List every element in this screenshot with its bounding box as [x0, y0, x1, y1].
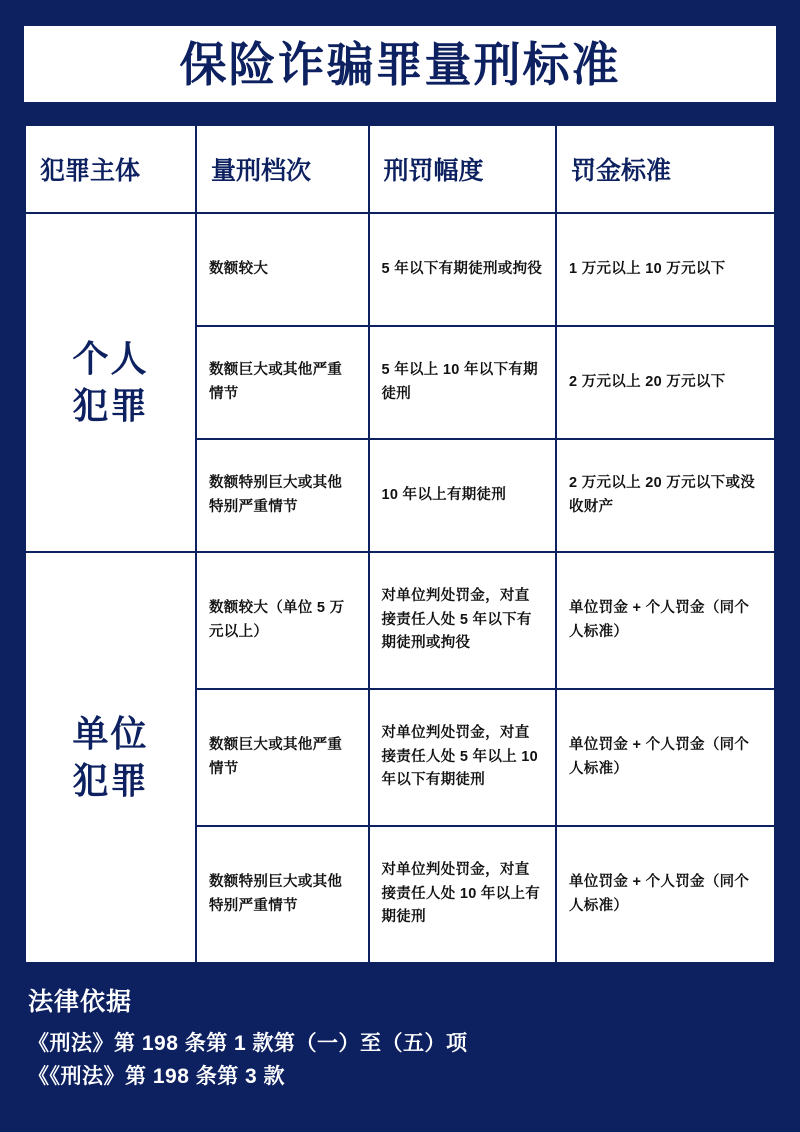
sentencing-standards-table [24, 124, 776, 964]
table-header [25, 125, 775, 213]
range-cell: 10 年以上有期徒刑 [369, 439, 557, 552]
poster-title-bar [24, 26, 776, 102]
subject-label-line1: 个人 [72, 338, 149, 380]
subject-label-line1: 单位 [72, 713, 149, 755]
table-row [25, 213, 775, 326]
legal-basis-line: 《刑法》第 198 条第 1 款第（一）至（五）项 [28, 1032, 468, 1055]
range-cell: 对单位判处罚金，对直接责任人处 10 年以上有期徒刑 [369, 826, 557, 963]
tier-cell: 数额较大 [196, 213, 369, 326]
table-header-row [25, 125, 775, 213]
column-header-subject: 犯罪主体 [25, 125, 196, 213]
tier-cell: 数额特别巨大或其他特别严重情节 [196, 826, 369, 963]
fine-cell: 单位罚金 + 个人罚金（同个人标准） [556, 826, 775, 963]
fine-cell: 单位罚金 + 个人罚金（同个人标准） [556, 552, 775, 689]
page-title: 保险诈骗罪量刑标准 [179, 37, 621, 91]
subject-cell-organization [25, 552, 196, 963]
legal-basis-section [24, 982, 776, 1093]
column-header-tier: 量刑档次 [196, 125, 369, 213]
fine-cell: 2 万元以上 20 万元以下 [556, 326, 775, 439]
range-cell: 对单位判处罚金，对直接责任人处 5 年以上 10 年以下有期徒刑 [369, 689, 557, 826]
range-cell: 5 年以下有期徒刑或拘役 [369, 213, 557, 326]
subject-label-line2: 犯罪 [72, 759, 149, 801]
subject-label-line2: 犯罪 [72, 384, 149, 426]
legal-basis-line: 《《刑法》第 198 条第 3 款 [28, 1064, 286, 1088]
column-header-range: 刑罚幅度 [369, 125, 557, 213]
range-cell: 对单位判处罚金，对直接责任人处 5 年以下有期徒刑或拘役 [369, 552, 557, 689]
column-header-fine: 罚金标准 [556, 125, 775, 213]
subject-cell-individual [25, 213, 196, 552]
range-cell: 5 年以上 10 年以下有期徒刑 [369, 326, 557, 439]
table-body [25, 213, 775, 963]
tier-cell: 数额巨大或其他严重情节 [196, 326, 369, 439]
fine-cell: 1 万元以上 10 万元以下 [556, 213, 775, 326]
tier-cell: 数额特别巨大或其他特别严重情节 [196, 439, 369, 552]
fine-cell: 2 万元以上 20 万元以下或没收财产 [556, 439, 775, 552]
table-row [25, 552, 775, 689]
legal-basis-title: 法律依据 [28, 988, 133, 1016]
tier-cell: 数额巨大或其他严重情节 [196, 689, 369, 826]
tier-cell: 数额较大（单位 5 万元以上） [196, 552, 369, 689]
fine-cell: 单位罚金 + 个人罚金（同个人标准） [556, 689, 775, 826]
